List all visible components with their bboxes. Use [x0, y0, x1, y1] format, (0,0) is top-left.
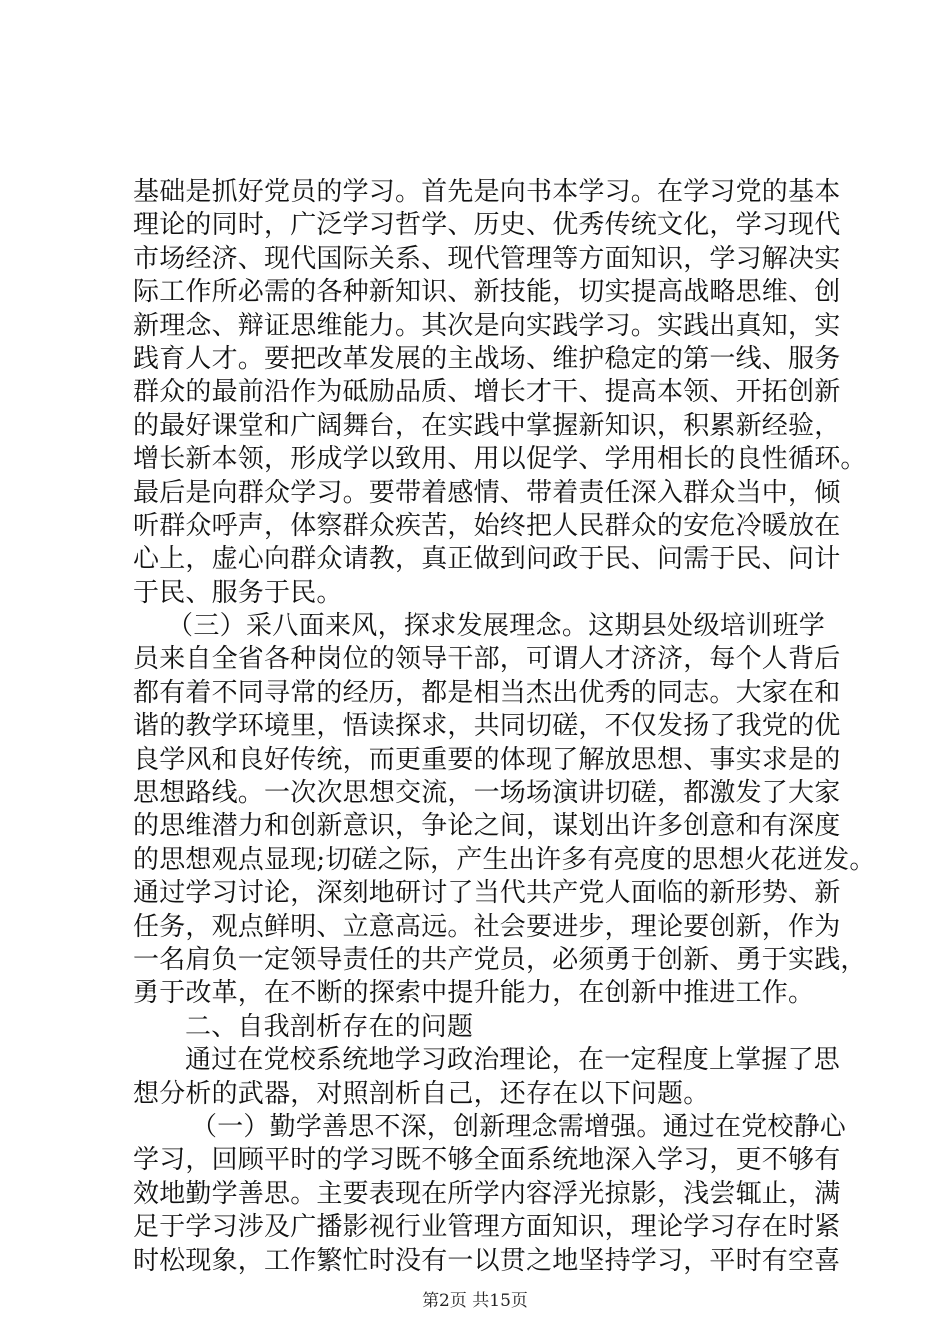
text-line: 的最好课堂和广阔舞台，在实践中掌握新知识，积累新经验， [133, 410, 841, 441]
text-line: 增长新本领，形成学以致用、用以促学、学用相长的良性循环。 [133, 444, 867, 475]
text-line: 学习，回顾平时的学习既不够全面系统地深入学习，更不够有 [133, 1145, 841, 1176]
text-line: 勇于改革，在不断的探索中提升能力，在创新中推进工作。 [133, 978, 815, 1009]
text-line: 足于学习涉及广播影视行业管理方面知识，理论学习存在时紧 [133, 1212, 841, 1243]
text-line: 心上，虚心向群众请教，真正做到问政于民、问需于民、问计 [133, 544, 841, 575]
text-line: 通过在党校系统地学习政治理论，在一定程度上掌握了思 [185, 1045, 841, 1076]
text-line: 市场经济、现代国际关系、现代管理等方面知识，学习解决实 [133, 243, 841, 274]
text-line: 的思维潜力和创新意识，争论之间，谋划出许多创意和有深度 [133, 811, 841, 842]
section-heading: 二、自我剖析存在的问题 [185, 1011, 474, 1042]
text-line: 群众的最前沿作为砥励品质、增长才干、提高本领、开拓创新 [133, 377, 841, 408]
text-line: 际工作所必需的各种新知识、新技能，切实提高战略思维、创 [133, 277, 841, 308]
text-line: 谐的教学环境里，悟读探求，共同切磋，不仅发扬了我党的优 [133, 711, 841, 742]
text-line: 思想路线。一次次思想交流，一场场演讲切磋，都激发了大家 [133, 778, 841, 809]
document-body [133, 176, 876, 1278]
section-heading-line: （三）采八面来风，探求发展理念。这期县处级培训班学 [167, 611, 825, 642]
text-line: 基础是抓好党员的学习。首先是向书本学习。在学习党的基本 [133, 177, 841, 207]
text-line: 听群众呼声，体察群众疾苦，始终把人民群众的安危冷暖放在 [133, 510, 841, 541]
page-number-footer: 第2页 共15页 [422, 1291, 528, 1311]
text-line: 员来自全省各种岗位的领导干部，可谓人才济济，每个人背后 [133, 644, 841, 675]
text-line: 的思想观点显现;切磋之际，产生出许多有亮度的思想火花迸发。 [133, 844, 876, 875]
text-line: 践育人才。要把改革发展的主战场、维护稳定的第一线、服务 [133, 343, 841, 374]
text-line: 时松现象，工作繁忙时没有一以贯之地坚持学习，平时有空喜 [133, 1245, 841, 1276]
text-line: 都有着不同寻常的经历，都是相当杰出优秀的同志。大家在和 [133, 677, 841, 708]
text-line: 想分析的武器，对照剖析自己，还存在以下问题。 [133, 1078, 710, 1109]
text-line: 效地勤学善思。主要表现在所学内容浮光掠影，浅尝辄止，满 [133, 1178, 841, 1209]
text-line: 理论的同时，广泛学习哲学、历史、优秀传统文化，学习现代 [133, 210, 841, 241]
text-line: 良学风和良好传统，而更重要的体现了解放思想、事实求是的 [133, 744, 841, 775]
text-line: 任务，观点鲜明、立意高远。社会要进步，理论要创新，作为 [133, 911, 841, 942]
text-line: 于民、服务于民。 [133, 577, 343, 608]
text-line: 通过学习讨论，深刻地研讨了当代共产党人面临的新形势、新 [133, 878, 841, 909]
text-line: 新理念、辩证思维能力。其次是向实践学习。实践出真知，实 [133, 310, 841, 341]
text-line: 最后是向群众学习。要带着感情、带着责任深入群众当中，倾 [133, 477, 841, 508]
section-heading-line: （一）勤学善思不深，创新理念需增强。通过在党校静心 [191, 1111, 847, 1142]
text-line: 一名肩负一定领导责任的共产党员，必须勇于创新、勇于实践， [133, 944, 867, 975]
